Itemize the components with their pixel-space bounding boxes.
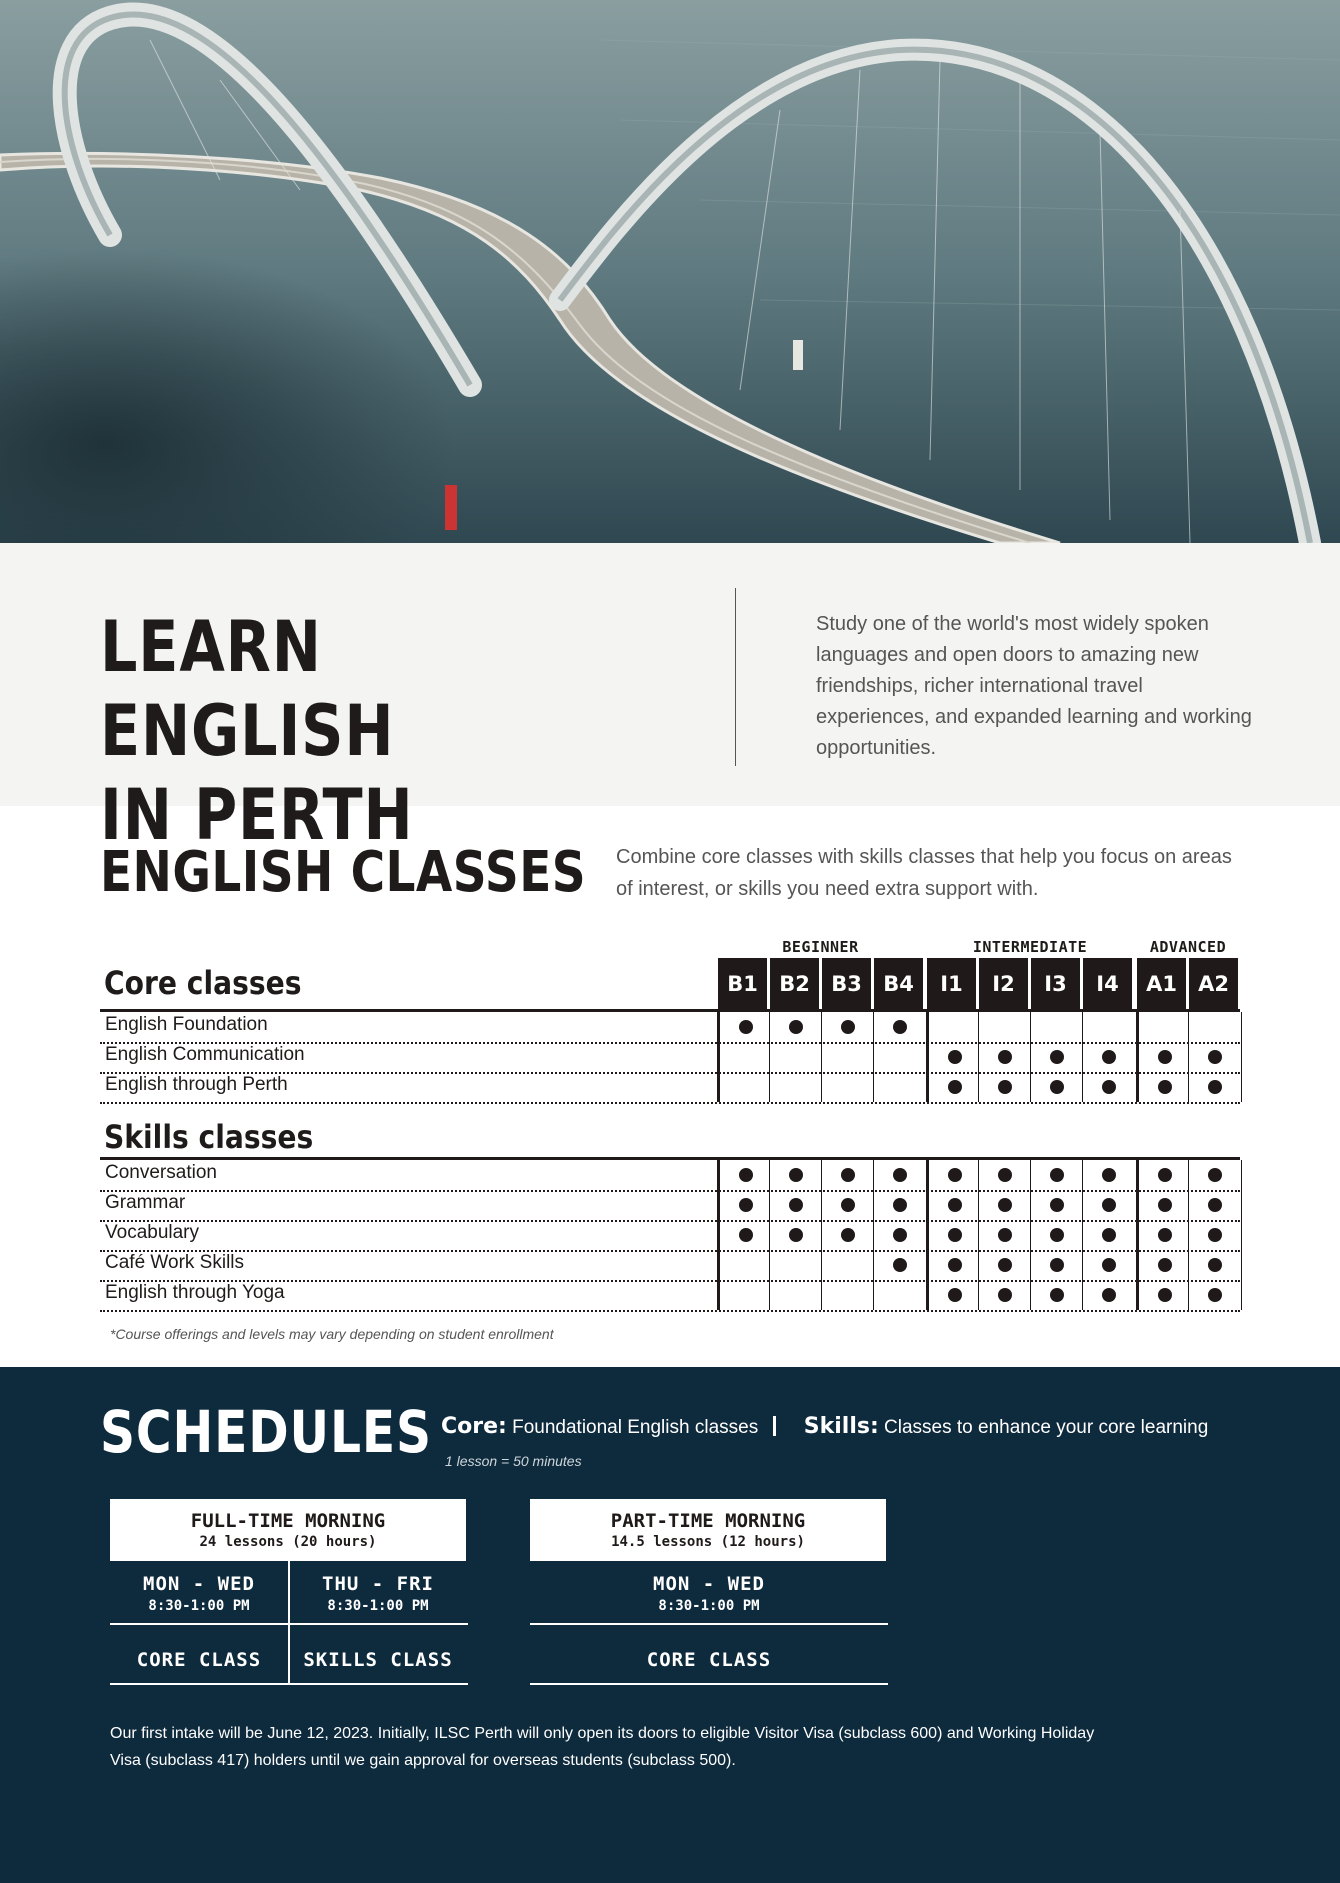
offered-dot-icon [1158,1050,1172,1064]
part-time-subtitle: 14.5 lessons (12 hours) [611,1534,805,1550]
core-classes-title: Core classes [104,964,302,1002]
level-cell-i2 [978,1250,1031,1280]
level-cell-a1 [1136,1042,1191,1072]
level-cell-b4 [873,1220,926,1250]
full-time-day1-hours: 8:30-1:00 PM [148,1598,250,1614]
skills-classes-title: Skills classes [104,1118,314,1156]
level-cell-b1 [717,1280,772,1310]
level-cell-b1 [717,1072,772,1102]
level-header-i2: I2 [979,958,1028,1010]
intro-lead: Study one of the world's most widely spoken languages and open doors to amazing new friendships, richer international travel experiences, and expanded learning and working opportunities. [816,613,1252,759]
level-header-i1: I1 [927,958,976,1010]
table-row [100,1280,1240,1312]
level-cell-a2 [1188,1160,1242,1190]
level-cell-b2 [769,1042,822,1072]
offered-dot-icon [948,1050,962,1064]
level-cell-a1 [1136,1160,1191,1190]
group-label-intermediate: INTERMEDIATE [972,938,1088,956]
level-cell-i3 [1030,1280,1083,1310]
table-row [100,1072,1240,1104]
offered-dot-icon [1050,1198,1064,1212]
level-header-i4: I4 [1083,958,1132,1010]
table-row [100,1160,1240,1192]
offered-dot-icon [1102,1198,1116,1212]
offered-dot-icon [1158,1168,1172,1182]
offered-dot-icon [893,1258,907,1272]
level-cell-i3 [1030,1190,1083,1220]
level-cell-b1 [717,1220,772,1250]
level-cell-b2 [769,1160,822,1190]
offered-dot-icon [1050,1050,1064,1064]
offered-dot-icon [739,1168,753,1182]
level-cell-a2 [1188,1042,1242,1072]
level-cell-b3 [821,1012,874,1042]
row-label: Vocabulary [105,1222,200,1243]
intro-section [0,543,1340,856]
level-cell-b3 [821,1160,874,1190]
legend-separator [773,1416,776,1436]
offered-dot-icon [1050,1080,1064,1094]
offered-dot-icon [739,1198,753,1212]
group-label-advanced: ADVANCED [1149,938,1227,956]
level-cell-a2 [1188,1280,1242,1310]
level-cell-i4 [1082,1072,1135,1102]
offered-dot-icon [1208,1288,1222,1302]
offered-dot-icon [1102,1258,1116,1272]
level-cell-i1 [926,1012,981,1042]
table-row [100,1042,1240,1074]
offered-dot-icon [739,1020,753,1034]
offered-dot-icon [1158,1198,1172,1212]
offered-dot-icon [789,1198,803,1212]
level-header-b1: B1 [718,958,767,1010]
classes-title: ENGLISH CLASSES [100,840,587,905]
offered-dot-icon [1158,1080,1172,1094]
level-cell-b2 [769,1012,822,1042]
level-cell-b4 [873,1012,926,1042]
full-time-day1-days: MON - WED [143,1573,255,1595]
level-cell-b2 [769,1250,822,1280]
level-cell-b2 [769,1190,822,1220]
level-cell-b4 [873,1072,926,1102]
part-time-day1-hours: 8:30-1:00 PM [658,1598,760,1614]
offered-dot-icon [841,1168,855,1182]
row-label: English Communication [105,1044,305,1065]
level-cell-a1 [1136,1220,1191,1250]
hero-photo [0,0,1340,543]
level-cell-b4 [873,1250,926,1280]
full-time-header [110,1499,466,1561]
table-row [100,1220,1240,1252]
offered-dot-icon [998,1228,1012,1242]
level-cell-i2 [978,1160,1031,1190]
offered-dot-icon [1208,1258,1222,1272]
level-cell-i4 [1082,1042,1135,1072]
level-cell-b2 [769,1072,822,1102]
skills-legend-label: Skills: [803,1414,879,1439]
level-header-i3: I3 [1031,958,1080,1010]
level-cell-i3 [1030,1072,1083,1102]
level-cell-i3 [1030,1012,1083,1042]
core-legend-label: Core: [441,1414,507,1439]
full-time-bottom-rule [110,1683,468,1685]
level-cell-b2 [769,1280,822,1310]
row-label: English Foundation [105,1014,268,1035]
offered-dot-icon [1208,1198,1222,1212]
offered-dot-icon [948,1258,962,1272]
level-cell-b3 [821,1280,874,1310]
row-label: English through Perth [105,1074,288,1095]
part-time-day1 [530,1573,888,1614]
level-cell-b4 [873,1042,926,1072]
schedule-legend [441,1414,1208,1439]
level-cell-i2 [978,1042,1031,1072]
level-cell-i4 [1082,1190,1135,1220]
full-time-day2-hours: 8:30-1:00 PM [327,1598,429,1614]
part-time-header [530,1499,886,1561]
page-title-line1: LEARN ENGLISH [100,606,395,772]
row-label: Conversation [105,1162,217,1183]
level-cell-a1 [1136,1072,1191,1102]
level-cell-i2 [978,1280,1031,1310]
level-cell-i4 [1082,1220,1135,1250]
skills-legend-desc: Classes to enhance your core learning [884,1417,1209,1438]
level-cell-a2 [1188,1190,1242,1220]
offered-dot-icon [789,1168,803,1182]
table-row [100,1190,1240,1222]
level-cell-i1 [926,1160,981,1190]
level-cell-b4 [873,1280,926,1310]
offered-dot-icon [1102,1080,1116,1094]
level-header-b4: B4 [874,958,923,1010]
level-cell-a2 [1188,1012,1242,1042]
full-time-class2: SKILLS CLASS [303,1649,453,1671]
level-cell-b4 [873,1190,926,1220]
part-time-day1-days: MON - WED [653,1573,765,1595]
level-cell-b3 [821,1250,874,1280]
schedules-section [0,1367,1340,1883]
offered-dot-icon [1208,1080,1222,1094]
offered-dot-icon [1158,1288,1172,1302]
level-cell-b1 [717,1250,772,1280]
core-legend-desc: Foundational English classes [512,1417,759,1438]
offered-dot-icon [841,1020,855,1034]
row-label: Grammar [105,1192,186,1213]
level-cell-i1 [926,1220,981,1250]
level-cell-i2 [978,1190,1031,1220]
level-header-b3: B3 [822,958,871,1010]
offered-dot-icon [739,1228,753,1242]
page-title [100,605,570,857]
full-time-day1 [110,1573,288,1614]
level-cell-a2 [1188,1072,1242,1102]
offered-dot-icon [1208,1050,1222,1064]
offered-dot-icon [948,1080,962,1094]
offered-dot-icon [1158,1258,1172,1272]
full-time-subtitle: 24 lessons (20 hours) [199,1534,377,1550]
intake-notice: Our first intake will be June 12, 2023. Initially, ILSC Perth will only open its doors to eligible Visitor Visa (subclass 600) and Working Holiday Visa (subclass 417) holders until we gain approval for overseas students (subclass 500). [110,1725,1095,1769]
offered-dot-icon [1208,1168,1222,1182]
group-label-beginner: BEGINNER [782,938,859,956]
level-cell-i1 [926,1280,981,1310]
level-header-b2: B2 [770,958,819,1010]
offered-dot-icon [1050,1288,1064,1302]
offered-dot-icon [1050,1258,1064,1272]
level-cell-i3 [1030,1160,1083,1190]
course-footnote: *Course offerings and levels may vary depending on student enrollment [110,1326,554,1342]
part-time-title: PART-TIME MORNING [610,1510,806,1532]
level-cell-b1 [717,1160,772,1190]
full-time-day2-days: THU - FRI [322,1573,434,1595]
level-cell-i4 [1082,1012,1135,1042]
level-cell-i3 [1030,1250,1083,1280]
level-cell-b3 [821,1072,874,1102]
level-cell-i1 [926,1042,981,1072]
full-time-day2 [290,1573,466,1614]
page-title-line2: IN PERTH [100,774,414,856]
bridge-photo-illustration [0,0,1340,543]
level-cell-i4 [1082,1160,1135,1190]
level-cell-b4 [873,1160,926,1190]
level-cell-b3 [821,1190,874,1220]
intro-divider [735,588,736,766]
part-time-class1: CORE CLASS [646,1649,772,1671]
full-time-mid-rule [110,1623,468,1625]
level-cell-b1 [717,1190,772,1220]
level-cell-b1 [717,1042,772,1072]
level-cell-i3 [1030,1042,1083,1072]
level-cell-i2 [978,1012,1031,1042]
offered-dot-icon [1208,1228,1222,1242]
offered-dot-icon [1050,1168,1064,1182]
full-time-title: FULL-TIME MORNING [190,1510,386,1532]
level-cell-b3 [821,1042,874,1072]
offered-dot-icon [998,1168,1012,1182]
level-cell-a1 [1136,1012,1191,1042]
level-cell-i2 [978,1072,1031,1102]
level-cell-i4 [1082,1250,1135,1280]
level-header-a1: A1 [1137,958,1186,1010]
offered-dot-icon [893,1228,907,1242]
level-cell-i3 [1030,1220,1083,1250]
offered-dot-icon [1102,1168,1116,1182]
level-cell-i2 [978,1220,1031,1250]
level-cell-i1 [926,1250,981,1280]
offered-dot-icon [948,1168,962,1182]
row-label: Café Work Skills [105,1252,245,1273]
offered-dot-icon [841,1198,855,1212]
lesson-length-note: 1 lesson = 50 minutes [445,1453,582,1469]
level-cell-i1 [926,1190,981,1220]
offered-dot-icon [841,1228,855,1242]
level-cell-a1 [1136,1190,1191,1220]
offered-dot-icon [893,1198,907,1212]
table-row [100,1250,1240,1282]
offered-dot-icon [1158,1228,1172,1242]
level-cell-a2 [1188,1250,1242,1280]
level-cell-a1 [1136,1250,1191,1280]
offered-dot-icon [1102,1288,1116,1302]
level-cell-b2 [769,1220,822,1250]
level-cell-a2 [1188,1220,1242,1250]
offered-dot-icon [1102,1228,1116,1242]
offered-dot-icon [1050,1228,1064,1242]
row-label: English through Yoga [105,1282,285,1303]
offered-dot-icon [789,1228,803,1242]
offered-dot-icon [893,1020,907,1034]
offered-dot-icon [1102,1050,1116,1064]
level-cell-a1 [1136,1280,1191,1310]
full-time-class1: CORE CLASS [136,1649,262,1671]
table-row [100,1012,1240,1044]
part-time-bottom-rule [530,1683,888,1685]
level-cell-i4 [1082,1280,1135,1310]
offered-dot-icon [948,1288,962,1302]
offered-dot-icon [998,1258,1012,1272]
offered-dot-icon [998,1288,1012,1302]
offered-dot-icon [948,1198,962,1212]
offered-dot-icon [948,1228,962,1242]
level-cell-b1 [717,1012,772,1042]
offered-dot-icon [998,1050,1012,1064]
offered-dot-icon [789,1020,803,1034]
level-header-a2: A2 [1189,958,1238,1010]
offered-dot-icon [998,1080,1012,1094]
offered-dot-icon [893,1168,907,1182]
offered-dot-icon [998,1198,1012,1212]
part-time-mid-rule [530,1623,888,1625]
level-cell-b3 [821,1220,874,1250]
level-cell-i1 [926,1072,981,1102]
classes-lead: Combine core classes with skills classes that help you focus on areas of interest, or skills you need extra support with. [616,846,1232,900]
schedules-title: SCHEDULES [100,1398,432,1466]
